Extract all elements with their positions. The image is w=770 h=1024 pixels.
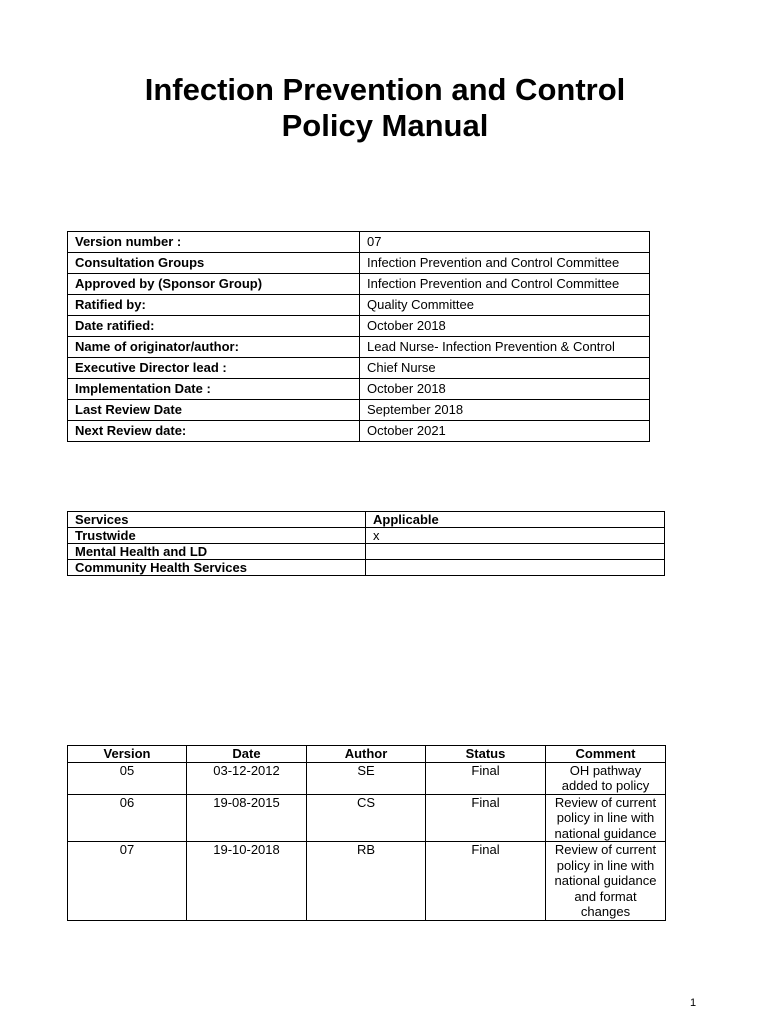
table-row <box>68 253 650 274</box>
meta-value: September 2018 <box>360 400 650 421</box>
author-cell: SE <box>307 762 426 794</box>
policy-metadata-table <box>67 231 650 442</box>
column-header-version: Version <box>68 746 187 763</box>
meta-value: Chief Nurse <box>360 358 650 379</box>
page-number: 1 <box>690 997 697 1009</box>
table-row <box>68 400 650 421</box>
meta-key: Approved by (Sponsor Group) <box>68 274 360 295</box>
service-applicable <box>366 560 665 576</box>
meta-value: Infection Prevention and Control Committee <box>360 253 650 274</box>
table-row <box>68 842 666 921</box>
table-header-row <box>68 746 666 763</box>
meta-value: Infection Prevention and Control Committee <box>360 274 650 295</box>
meta-value: Lead Nurse- Infection Prevention & Control <box>360 337 650 358</box>
applicable-header: Applicable <box>366 512 665 528</box>
table-row <box>68 379 650 400</box>
meta-key: Implementation Date : <box>68 379 360 400</box>
table-row <box>68 358 650 379</box>
title-line-1: Infection Prevention and Control <box>144 72 626 107</box>
status-cell: Final <box>426 842 546 921</box>
status-cell: Final <box>426 794 546 842</box>
services-applicability-table <box>67 511 665 576</box>
table-row <box>68 762 666 794</box>
status-cell: Final <box>426 762 546 794</box>
table-row <box>68 794 666 842</box>
version-cell: 05 <box>68 762 187 794</box>
table-row <box>68 337 650 358</box>
meta-key: Last Review Date <box>68 400 360 421</box>
table-row <box>68 560 665 576</box>
author-cell: RB <box>307 842 426 921</box>
comment-cell: Review of current policy in line with national guidance and format changes <box>546 842 666 921</box>
services-header: Services <box>68 512 366 528</box>
meta-key: Consultation Groups <box>68 253 360 274</box>
date-cell: 19-08-2015 <box>187 794 307 842</box>
author-cell: CS <box>307 794 426 842</box>
column-header-author: Author <box>307 746 426 763</box>
version-cell: 06 <box>68 794 187 842</box>
column-header-date: Date <box>187 746 307 763</box>
date-cell: 19-10-2018 <box>187 842 307 921</box>
meta-key: Version number : <box>68 232 360 253</box>
meta-value: Quality Committee <box>360 295 650 316</box>
title-line-2: Policy Manual <box>281 108 489 143</box>
column-header-comment: Comment <box>546 746 666 763</box>
table-row <box>68 316 650 337</box>
meta-key: Executive Director lead : <box>68 358 360 379</box>
service-name: Trustwide <box>68 528 366 544</box>
meta-key: Name of originator/author: <box>68 337 360 358</box>
date-cell: 03-12-2012 <box>187 762 307 794</box>
document-title <box>0 72 770 144</box>
service-name: Community Health Services <box>68 560 366 576</box>
table-row <box>68 544 665 560</box>
table-row <box>68 274 650 295</box>
meta-value: October 2021 <box>360 421 650 442</box>
service-applicable: x <box>366 528 665 544</box>
table-header-row <box>68 512 665 528</box>
service-applicable <box>366 544 665 560</box>
table-row <box>68 421 650 442</box>
table-row <box>68 528 665 544</box>
comment-cell: OH pathway added to policy <box>546 762 666 794</box>
meta-key: Ratified by: <box>68 295 360 316</box>
version-history-table <box>67 745 666 921</box>
meta-value: 07 <box>360 232 650 253</box>
service-name: Mental Health and LD <box>68 544 366 560</box>
column-header-status: Status <box>426 746 546 763</box>
version-cell: 07 <box>68 842 187 921</box>
meta-key: Next Review date: <box>68 421 360 442</box>
table-row <box>68 232 650 253</box>
comment-cell: Review of current policy in line with national guidance <box>546 794 666 842</box>
meta-value: October 2018 <box>360 379 650 400</box>
meta-key: Date ratified: <box>68 316 360 337</box>
meta-value: October 2018 <box>360 316 650 337</box>
table-row <box>68 295 650 316</box>
